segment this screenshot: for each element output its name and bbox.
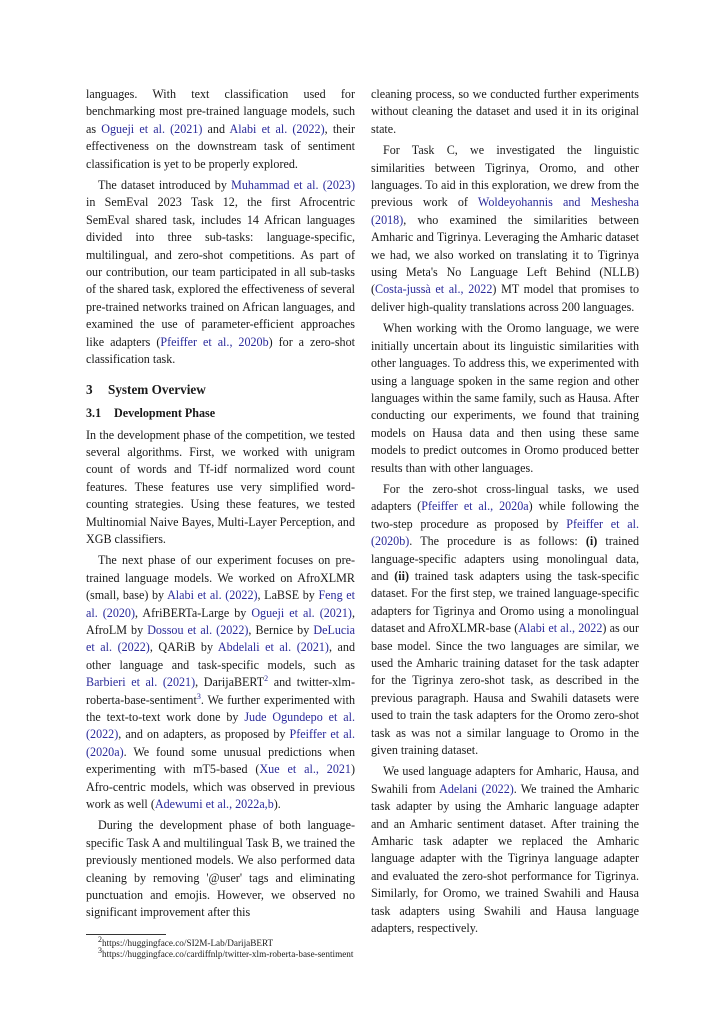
text: ) Afro-centric models, which was observed in previous work as well ( <box>86 762 355 812</box>
citation-link[interactable]: DeLucia et al. (2022) <box>86 622 355 655</box>
citation-link[interactable]: Ogueji et al. (2021) <box>101 121 203 136</box>
text: and twitter-xlm-roberta-base-sentiment <box>86 675 355 707</box>
text: , who examined the similarities between Amharic and Tigrinya. Leveraging the Amharic dataset we had, we also worked on translating it to Tigrinya using Meta's No Language Left Behind (NLLB) ( <box>371 212 639 297</box>
text: , AfroLM by <box>86 605 355 637</box>
text: , their effectiveness on the downstream task of sentiment classification is yet to be properly explored. <box>86 121 355 171</box>
text: , LaBSE by <box>257 588 319 603</box>
citation-link[interactable]: Costa-jussà et al., 2022 <box>375 282 493 297</box>
footnote-number: 2 <box>98 934 102 944</box>
text: , and on adapters, as proposed by <box>118 727 290 742</box>
citation-link[interactable]: Pfeiffer et al., 2020a <box>421 499 529 514</box>
citation-link[interactable]: Alabi et al., 2022 <box>518 621 603 636</box>
text: ). <box>273 797 281 812</box>
footnote-marker[interactable]: 3 <box>196 691 201 701</box>
citation-link[interactable]: Woldeyohannis and Meshesha (2018) <box>371 195 639 227</box>
text: , Bernice by <box>248 622 314 637</box>
text: ) while following the two-step procedure as proposed by <box>371 499 640 531</box>
text: trained language-specific adapters using monolingual data, and <box>371 534 639 583</box>
subsection-number: 3.1 <box>86 405 102 420</box>
citation-link[interactable]: Barbieri et al. (2021) <box>86 675 196 690</box>
text: For Task C, we investigated the linguistic similarities between Tigrinya, Oromo, and other languages. To aid in this exploration, we drew from the previous work of <box>371 143 639 210</box>
text: , AfriBERTa-Large by <box>135 605 252 620</box>
citation-link[interactable]: Adelani (2022) <box>439 781 514 796</box>
citation-link[interactable]: Alabi et al. (2022) <box>229 121 325 136</box>
text: . We trained the Amharic task adapter by using the Amharic language adapter and an Amharic sentiment dataset. After training the Amharic task adapter we replaced the Amharic language adapter with the Tigrinya language adapter and evaluated the zero-shot performance for Tigrinya. Similarly, for Oromo, we trained Swahili and Hausa task adapters using Swahili and Hausa language adapters, respectively. <box>371 781 639 936</box>
paragraph-oromo: When working with the Oromo language, we were initially uncertain about its linguistic similarities with other languages. To address this, we experimented with using a language spoken in the same region and other languages within the same family, such as Hausa. After conducting our experiments, we found that training models on Hausa data and then using these same models to predict outcomes in Oromo produced better results than with other languages. <box>371 321 639 475</box>
text: , QARiB by <box>149 640 218 655</box>
section-heading <box>86 382 355 398</box>
footnote-url[interactable]: https://huggingface.co/cardiffnlp/twitter-xlm-roberta-base-sentiment <box>102 949 354 960</box>
paragraph-development: In the development phase of the competition, we tested several algorithms. First, we worked with unigram count of words and Tf-idf normalized word count features. These features use very simplified word-counting strategies. Using these features, we tested Multinomial Naive Bayes, Multi-Layer Perception, and XGB classifiers. <box>86 427 355 546</box>
enum-marker: (i) <box>585 534 598 549</box>
subsection-heading <box>86 406 355 421</box>
footnote-number: 3 <box>98 946 102 956</box>
citation-link[interactable]: Xue et al., 2021 <box>259 762 351 777</box>
paragraph-zero-shot <box>371 481 639 760</box>
citation-link[interactable]: Ogueji et al. (2021) <box>251 605 352 620</box>
text: For the zero-shot cross-lingual tasks, we used adapters ( <box>371 481 639 514</box>
text: . The procedure is as follows: <box>409 534 586 549</box>
text: and <box>202 121 230 136</box>
text: . We found some unusual predictions when experimenting with mT5-based ( <box>86 744 355 777</box>
text: We used language adapters for Amharic, Hausa, and Swahili from <box>371 764 639 796</box>
subsection-title: Development Phase <box>114 405 216 420</box>
paragraph-intro-end <box>86 86 355 173</box>
citation-link[interactable]: Feng et al. (2020) <box>86 588 355 620</box>
citation-link[interactable]: Alabi et al. (2022) <box>167 588 258 603</box>
footnote-url[interactable]: https://huggingface.co/SI2M-Lab/DarijaBERT <box>102 937 274 948</box>
text: languages. With text classification used for benchmarking most pre-trained language models, such as <box>86 87 355 136</box>
section-number: 3 <box>86 381 93 397</box>
citation-link[interactable]: Pfeiffer et al. (2020b) <box>371 516 639 549</box>
citation-link[interactable]: Dossou et al. (2022) <box>147 622 249 637</box>
paragraph-pretrained-models <box>86 552 355 813</box>
text: The next phase of our experiment focuses on pre-trained language models. We worked on AfroXLMR (small, base) by <box>86 553 355 603</box>
text: . We further experimented with the text-to-text work done by <box>86 692 355 724</box>
paragraph-cleaning-end: cleaning process, so we conducted further experiments without cleaning the dataset and used it in its original state. <box>371 87 639 136</box>
section-title: System Overview <box>108 381 206 397</box>
left-column <box>86 86 355 961</box>
paragraph-data-cleaning: During the development phase of both language-specific Task A and multilingual Task B, we trained the previously mentioned models. We also performed data cleaning by removing '@user' tags and eliminating punctuation and emojis. However, we observed no significant improvement after this <box>86 818 355 920</box>
text: The dataset introduced by <box>98 178 232 193</box>
text: trained task adapters using the task-specific dataset. For the first step, we trained language-specific adapters for Tigrinya and Oromo using a monolingual dataset and AfroXLMR-base ( <box>371 568 639 636</box>
citation-link[interactable]: Muhammad et al. (2023) <box>231 178 355 193</box>
footnote-marker[interactable]: 2 <box>264 674 269 684</box>
footnote-3 <box>86 946 355 961</box>
text: , DarijaBERT <box>195 675 265 690</box>
enum-marker: (ii) <box>394 568 409 583</box>
citation-link[interactable]: Pfeiffer et al. (2020a) <box>86 727 355 759</box>
paragraph-task-c <box>371 142 639 316</box>
text: , and other language and task-specific models, such as <box>86 640 355 672</box>
text: ) MT model that promises to deliver high-quality translations across 200 languages. <box>371 282 639 314</box>
citation-link[interactable]: Pfeiffer et al., 2020b <box>160 334 269 349</box>
paragraph-dataset <box>86 177 355 368</box>
citation-link[interactable]: Jude Ogundepo et al. (2022) <box>86 710 355 742</box>
right-column <box>371 86 639 938</box>
citation-link[interactable]: Adewumi et al., 2022a,b <box>154 797 274 812</box>
paragraph-language-adapters <box>371 763 639 937</box>
text: ) for a zero-shot classification task. <box>86 334 355 367</box>
text: in SemEval 2023 Task 12, the first Afrocentric SemEval shared task, includes 14 African languages divided into three sub-tasks: language-specific, multilingual, and zero-shot competitions. As part of our contribution, our team participated in all sub-tasks of the shared task, explored the effectiveness of several pre-trained networks trained on African languages, and examined the use of parameter-efficient approaches like adapters ( <box>86 195 355 349</box>
footnote-2 <box>86 934 355 950</box>
citation-link[interactable]: Abdelali et al. (2021) <box>217 640 329 655</box>
text: ) as our base model. Since the two languages are similar, we used the Amharic training dataset for the task adapter for the Tigrinya zero-shot task, as described in the previous paragraph. Hausa and Swahili datasets were used to train the task adapters for the Oromo zero-shot task as was not a similar language to Oromo in the given training dataset. <box>371 621 639 758</box>
